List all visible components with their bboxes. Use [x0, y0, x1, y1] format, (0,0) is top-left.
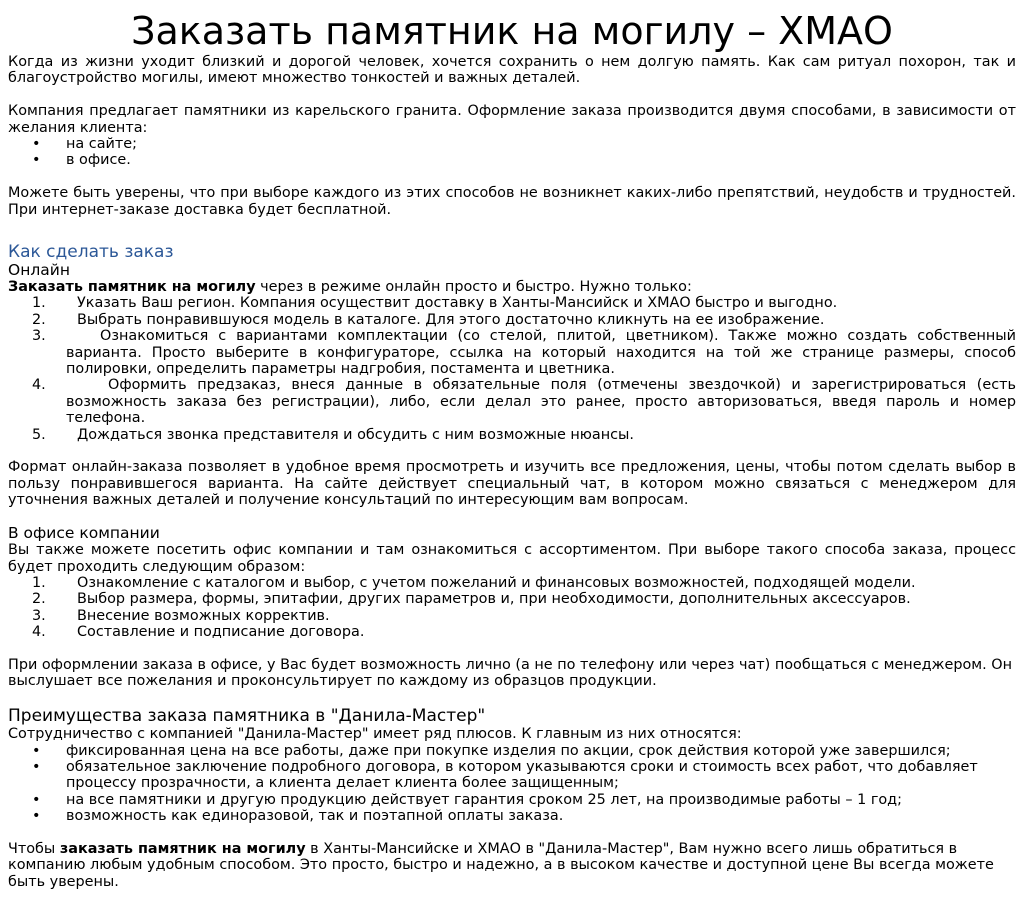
- list-item: • возможность как единоразовой, так и поэтапной оплаты заказа.: [32, 808, 564, 825]
- bullet-icon: •: [32, 152, 41, 169]
- list-item: 2. Выбор размера, формы, эпитафии, других параметров и, при необходимости, дополнительных аксессуаров.: [32, 591, 911, 608]
- list-item: 2. Выбрать понравившуюся модель в каталоге. Для этого достаточно кликнуть на ее изображение.: [32, 311, 825, 328]
- order-methods-list: [8, 136, 1016, 169]
- online-steps-list: [8, 295, 1016, 443]
- bullet-icon: •: [32, 791, 41, 808]
- bullet-icon: •: [32, 742, 41, 759]
- closing-paragraph: Чтобы заказать памятник на могилу в Ханты-Мансийске и ХМАО в "Данила-Мастер", Вам нужно всего лишь обратиться в компанию любым удобным способом. Это просто, быстро и надежно, а в высоком качестве и доступной цене Вы всегда можете быть уверены.: [8, 840, 994, 890]
- how-to-order-heading: Как сделать заказ: [8, 242, 174, 263]
- list-item: 5. Дождаться звонка представителя и обсудить с ним возможные нюансы.: [32, 426, 634, 443]
- office-note-paragraph: При оформлении заказа в офисе, у Вас будет возможность лично (а не по телефону или через чат) пообщаться с менеджером. Он выслушает все пожелания и проконсультирует по каждому из образцов продукции.: [8, 656, 1013, 690]
- list-item: • на все памятники и другую продукцию действует гарантия сроком 25 лет, на производимые работы – 1 год;: [32, 791, 902, 808]
- online-subheading: Онлайн: [8, 261, 70, 280]
- office-intro-paragraph: Вы также можете посетить офис компании и там ознакомиться с ассортиментом. При выборе такого способа заказа, процесс будет проходить следующим образом:: [8, 542, 1016, 575]
- list-item: • на сайте;: [32, 136, 137, 153]
- intro-paragraph: Когда из жизни уходит близкий и дорогой человек, хочется сохранить о нем долгую память. Как сам ритуал похорон, так и благоустройство могилы, имеют множество тонкостей и важных деталей.: [8, 54, 1016, 87]
- advantages-list: [8, 743, 1016, 825]
- bullet-icon: •: [32, 758, 41, 775]
- page-title: Заказать памятник на могилу – ХМАО: [131, 9, 893, 53]
- bullet-icon: •: [32, 808, 41, 825]
- list-item: 3. Ознакомиться с вариантами комплектации (со стелой, плитой, цветником). Также можно создать собственный варианта. Просто выберите в конфигураторе, ссылка на который находится на той же странице размеры, способ полировки, определить параметры надгробия, постамента и цветника.: [32, 328, 1016, 378]
- online-format-paragraph: Формат онлайн-заказа позволяет в удобное время просмотреть и изучить все предложения, цены, чтобы потом сделать выбор в пользу понравившегося варианта. На сайте действует специальный чат, в котором можно связаться с менеджером для уточнения важных деталей и получение консультаций по интересующим вам вопросам.: [8, 459, 1016, 509]
- company-offer-paragraph: Компания предлагает памятники из карельского гранита. Оформление заказа производится двумя способами, в зависимости от желания клиента:: [8, 103, 1016, 136]
- closing-keyword: заказать памятник на могилу: [59, 840, 306, 857]
- list-item: 3. Внесение возможных корректив.: [32, 607, 330, 624]
- advantages-heading: Преимущества заказа памятника в "Данила-Мастер": [8, 706, 486, 727]
- list-item: • обязательное заключение подробного договора, в котором указываются сроки и стоимость всех работ, что добавляет процессу прозрачности, а клиента делает клиента более защищенным;: [32, 758, 978, 792]
- list-item: 4. Составление и подписание договора.: [32, 624, 365, 641]
- list-item: 4. Оформить предзаказ, внеся данные в обязательные поля (отмечены звездочкой) и зарегистрироваться (есть возможность заказа без регистрации), либо, если делал это ранее, просто авторизоваться, введя пароль и номер телефона.: [32, 377, 1016, 427]
- online-lead: Заказать памятник на могилу через в режиме онлайн просто и быстро. Нужно только:: [8, 279, 692, 296]
- list-item: 1. Указать Ваш регион. Компания осуществит доставку в Ханты-Мансийск и ХМАО быстро и выгодно.: [32, 295, 838, 312]
- online-lead-keyword: Заказать памятник на могилу: [8, 279, 256, 296]
- advantages-intro: Сотрудничество с компанией "Данила-Мастер" имеет ряд плюсов. К главным из них относятся:: [8, 726, 742, 743]
- list-item: • фиксированная цена на все работы, даже при покупке изделия по акции, срок действия которой уже завершился;: [32, 742, 951, 759]
- office-subheading: В офисе компании: [8, 524, 160, 543]
- list-item: • в офисе.: [32, 152, 131, 169]
- bullet-icon: •: [32, 136, 41, 153]
- assurance-paragraph: Можете быть уверены, что при выборе каждого из этих способов не возникнет каких-либо препятствий, неудобств и трудностей. При интернет-заказе доставка будет бесплатной.: [8, 185, 1016, 218]
- list-item: 1. Ознакомление с каталогом и выбор, с учетом пожеланий и финансовых возможностей, подходящей модели.: [32, 574, 916, 591]
- office-steps-list: [8, 575, 1016, 641]
